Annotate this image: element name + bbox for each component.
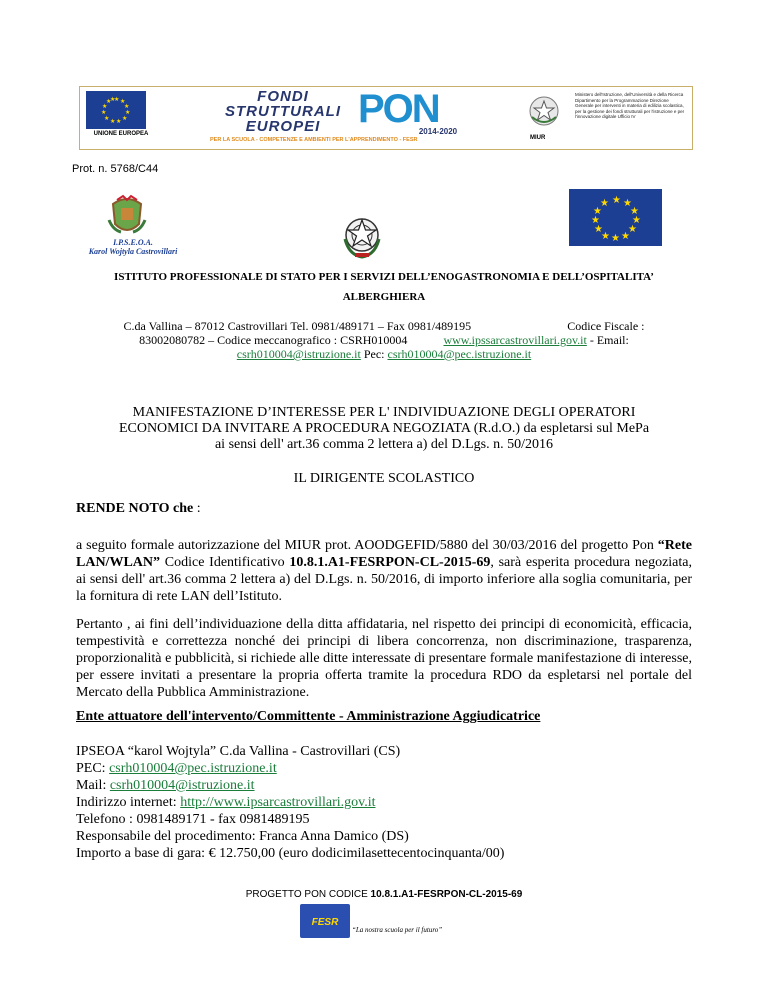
eu-flag-large-icon: [569, 189, 662, 246]
svg-text:★: ★: [601, 231, 610, 242]
ente-responsabile: Responsabile del procedimento: Franca Anna Damico (DS): [76, 829, 409, 844]
rende-noto-colon: :: [193, 501, 201, 516]
svg-text:★: ★: [630, 206, 639, 217]
institute-title-line1: ISTITUTO PROFESSIONALE DI STATO PER I SERVIZI DELL’ENOGASTRONOMIA E DELL’OSPITALITA’: [114, 271, 654, 283]
svg-text:★: ★: [628, 224, 637, 235]
ente-phone: Telefono : 0981489171 - fax 0981489195: [76, 812, 310, 827]
paragraph-authorization: [76, 537, 692, 605]
eu-flag-icon: [86, 91, 146, 129]
svg-text:★: ★: [104, 115, 110, 122]
svg-text:★: ★: [632, 215, 641, 226]
document-heading: [60, 405, 708, 453]
svg-text:★: ★: [122, 115, 128, 122]
heading-line1: MANIFESTAZIONE D’INTERESSE PER L' INDIVIDUAZIONE DEGLI OPERATORI: [132, 405, 636, 420]
pon-years: 2014-2020: [418, 127, 458, 136]
footer-label: PROGETTO PON CODICE: [245, 889, 371, 900]
svg-text:★: ★: [114, 96, 120, 103]
protocol-number: Prot. n. 5768/C44: [72, 163, 159, 175]
svg-text:★: ★: [611, 233, 620, 244]
ente-name: IPSEOA “karol Wojtyla” C.da Vallina - Castrovillari (CS): [76, 744, 401, 759]
ente-web-label: Indirizzo internet:: [76, 795, 181, 810]
footer-motto: “La nostra scuola per il futuro”: [352, 926, 443, 934]
heading-line3: ai sensi dell' art.36 comma 2 lettera a) del D.Lgs. n. 50/2016: [214, 437, 554, 452]
svg-text:★: ★: [125, 109, 131, 116]
footer-code: 10.8.1.A1-FESRPON-CL-2015-69: [370, 889, 523, 900]
project-code: 10.8.1.A1-FESRPON-CL-2015-69: [289, 555, 491, 570]
banner-strip: PER LA SCUOLA - COMPETENZE E AMBIENTI PER L'APPRENDIMENTO - FESR: [210, 137, 418, 143]
svg-text:★: ★: [593, 206, 602, 217]
ente-details: [76, 743, 692, 862]
svg-text:★: ★: [594, 224, 603, 235]
institute-title: [20, 267, 748, 307]
project-name: “Rete LAN/WLAN”: [76, 538, 692, 570]
fesr-logo-text: FESR: [311, 917, 339, 928]
section-title: Ente attuatore dell'intervento/Committente - Amministrazione Aggiudicatrice: [76, 709, 541, 724]
fiscal-code-and-mechanographic-code: 83002080782 – Codice meccanografico : CSRH010004: [139, 333, 408, 347]
ente-importo: Importo a base di gara: € 12.750,00 (euro dodicimilasettecentocinquanta/00): [76, 846, 505, 861]
footer-project-code: [150, 889, 618, 900]
fesr-logo-icon: [300, 904, 350, 938]
contact-address: C.da Vallina – 87012 Castrovillari Tel. 0981/489171 – Fax 0981/489195: [123, 319, 472, 333]
pon-logo: PON: [358, 87, 439, 131]
ente-mail-link[interactable]: csrh010004@istruzione.it: [109, 778, 255, 793]
svg-text:★: ★: [116, 118, 122, 125]
email-label: - Email:: [586, 333, 629, 347]
svg-text:★: ★: [102, 103, 108, 110]
heading-line2: ECONOMICI DA INVITARE A PROCEDURA NEGOZIATA (R.d.O.) da espletarsi sul MePa: [118, 421, 650, 436]
svg-text:★: ★: [621, 231, 630, 242]
miur-text: Ministero dell'Istruzione, dell'Università e della Ricerca Dipartimento per la Programmazione Direzione Generale per interventi in materia di edilizia scolastica, per la gestione dei fondi strutturali per l'istruzione e per l'innovazione digitale Ufficio IV: [575, 92, 685, 119]
fiscal-code-label: Codice Fiscale :: [567, 319, 645, 333]
dirigente-title: IL DIRIGENTE SCOLASTICO: [293, 471, 475, 486]
svg-text:★: ★: [124, 103, 130, 110]
italy-emblem-icon: [528, 95, 560, 127]
svg-text:★: ★: [106, 98, 112, 105]
svg-text:★: ★: [110, 96, 116, 103]
pec-label: Pec:: [360, 347, 388, 361]
svg-text:★: ★: [101, 109, 107, 116]
ente-pec-label: PEC:: [76, 761, 110, 776]
school-crest-icon: [103, 190, 151, 238]
pec-link[interactable]: csrh010004@pec.istruzione.it: [387, 347, 532, 361]
rende-noto-label: RENDE NOTO che: [76, 501, 194, 516]
svg-text:★: ★: [591, 215, 600, 226]
fondi-strutturali-logo: FONDI STRUTTURALI EUROPEI: [225, 88, 341, 135]
italian-republic-emblem-icon: [337, 211, 387, 261]
svg-text:★: ★: [612, 195, 621, 206]
website-link[interactable]: www.ipssarcastrovillari.gov.it: [443, 333, 587, 347]
para1-text-a: a seguito formale autorizzazione del MIUR prot. AOODGEFID/5880 del 30/03/2016 del progetto Pon: [76, 538, 658, 553]
eu-label: UNIONE EUROPEA: [93, 131, 149, 137]
para1-text-c: Codice Identificativo: [160, 555, 290, 570]
rende-noto: [76, 500, 692, 517]
paragraph-pertanto: Pertanto , ai fini dell’individuazione della ditta affidataria, nel rispetto dei principi di economicità, efficacia, tempestività e correttezza nonché dei principi di libera concorrenza, non discriminazione, trasparenza, proporzionalità e pubblicità, si richiede alle ditte interessate di presentare formale manifestazione di interesse, per essere invitati a presentare la propria offerta tramite la procedura RDO da espletarsi nel portale del Mercato della Pubblica Amministrazione.: [76, 617, 692, 700]
svg-text:★: ★: [120, 98, 126, 105]
svg-text:★: ★: [110, 118, 116, 125]
school-logo-text: I.P.S.E.O.A. Karol Wojtyla Castrovillari: [88, 238, 178, 256]
contact-block: [40, 319, 728, 361]
pon-banner: [79, 86, 693, 150]
ente-web-link[interactable]: http://www.ipsarcastrovillari.gov.it: [180, 795, 376, 810]
miur-label: MIUR: [530, 135, 546, 141]
para1-text-e: , sarà esperita procedura negoziata, ai sensi dell' art.36 comma 2 lettera a) del D.Lgs. n. 50/2016, di importo inferiore alla soglia comunitaria, per la fornitura di rete LAN dell’Istituto.: [76, 555, 692, 604]
email-link[interactable]: csrh010004@istruzione.it: [236, 347, 361, 361]
institute-title-line2: ALBERGHIERA: [342, 291, 426, 303]
ente-mail-label: Mail:: [76, 778, 110, 793]
ente-pec-link[interactable]: csrh010004@pec.istruzione.it: [109, 761, 277, 776]
svg-text:★: ★: [600, 198, 609, 209]
svg-text:★: ★: [623, 198, 632, 209]
